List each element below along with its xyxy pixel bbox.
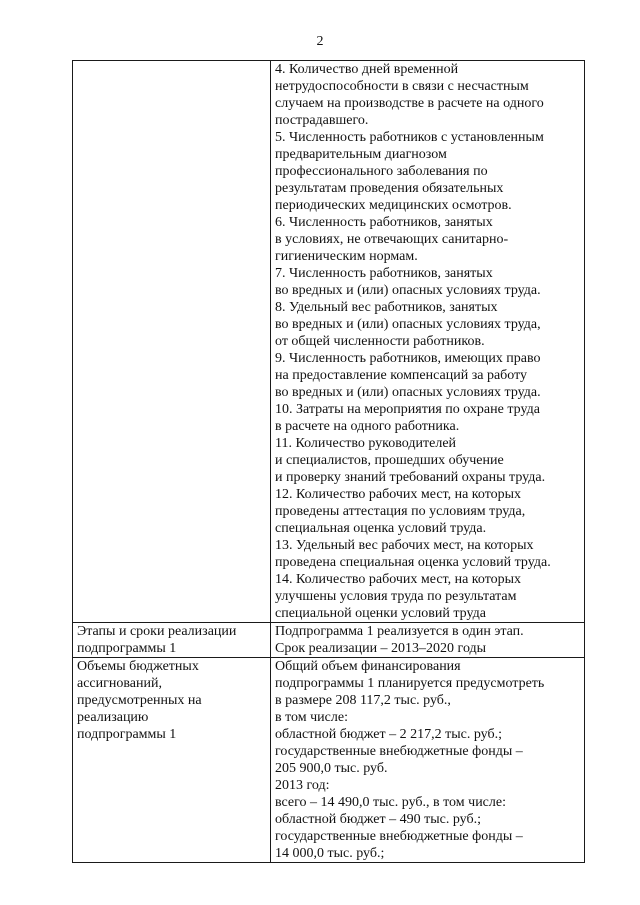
text-line: в том числе: (275, 710, 348, 725)
text-line: ассигнований, (77, 676, 162, 691)
text-line: всего – 14 490,0 тыс. руб., в том числе: (275, 795, 506, 810)
passport-table-body (73, 61, 585, 863)
text-line: и специалистов, прошедших обучение (275, 453, 504, 468)
text-line: 7. Численность работников, занятых (275, 266, 493, 281)
text-line: 2013 год: (275, 778, 330, 793)
row-label-cell (73, 658, 271, 863)
text-line: в расчете на одного работника. (275, 419, 460, 434)
text-line: пострадавшего. (275, 113, 369, 128)
text-line: специальная оценка условий труда. (275, 521, 487, 536)
text-line: Общий объем финансирования (275, 659, 461, 674)
text-line: реализацию (77, 710, 149, 725)
text-line: 13. Удельный вес рабочих мест, на которых (275, 538, 534, 553)
text-line: областной бюджет – 2 217,2 тыс. руб.; (275, 727, 502, 742)
text-line: Подпрограмма 1 реализуется в один этап. (275, 624, 524, 639)
text-line: 9. Численность работников, имеющих право (275, 351, 541, 366)
text-line: во вредных и (или) опасных условиях труда. (275, 385, 541, 400)
table-row (73, 623, 585, 658)
text-line: во вредных и (или) опасных условиях труда. (275, 283, 541, 298)
text-line: проведены аттестация по условиям труда, (275, 504, 526, 519)
text-line: предварительным диагнозом (275, 147, 447, 162)
text-line: 12. Количество рабочих мест, на которых (275, 487, 522, 502)
text-line: 8. Удельный вес работников, занятых (275, 300, 498, 315)
text-line: нетрудоспособности в связи с несчастным (275, 79, 529, 94)
text-line: 14 000,0 тыс. руб.; (275, 846, 385, 861)
text-line: государственные внебюджетные фонды – (275, 829, 523, 844)
text-line: 205 900,0 тыс. руб. (275, 761, 388, 776)
text-line: в условиях, не отвечающих санитарно- (275, 232, 509, 247)
row-label-cell (73, 623, 271, 658)
text-line: областной бюджет – 490 тыс. руб.; (275, 812, 481, 827)
text-line: 11. Количество руководителей (275, 436, 457, 451)
text-line: Срок реализации – 2013–2020 годы (275, 641, 487, 656)
text-line: 5. Численность работников с установленным (275, 130, 544, 145)
text-line: подпрограммы 1 (77, 727, 177, 742)
text-line: 10. Затраты на мероприятия по охране труда (275, 402, 540, 417)
text-line: и проверку знаний требований охраны труда. (275, 470, 546, 485)
page-number: 2 (316, 34, 324, 49)
text-line: предусмотренных на (77, 693, 202, 708)
text-line: на предоставление компенсаций за работу (275, 368, 528, 383)
text-line: 14. Количество рабочих мест, на которых (275, 572, 522, 587)
row-content-cell (271, 623, 585, 658)
text-line: подпрограммы 1 (77, 641, 177, 656)
text-line: Этапы и сроки реализации (77, 624, 237, 639)
text-line: в размере 208 117,2 тыс. руб., (275, 693, 451, 708)
passport-table (72, 60, 585, 863)
text-line: 6. Численность работников, занятых (275, 215, 493, 230)
row-content-cell (271, 61, 585, 623)
text-line: периодических медицинских осмотров. (275, 198, 512, 213)
text-line: Объемы бюджетных (77, 659, 199, 674)
table-row (73, 61, 585, 623)
text-line: улучшены условия труда по результатам (275, 589, 517, 604)
text-line: случаем на производстве в расчете на одного (275, 96, 544, 111)
text-line: результатам проведения обязательных (275, 181, 504, 196)
text-line: подпрограммы 1 планируется предусмотреть (275, 676, 545, 691)
row-content-cell (271, 658, 585, 863)
text-line: от общей численности работников. (275, 334, 485, 349)
row-label-cell (73, 61, 271, 623)
table-row (73, 658, 585, 863)
text-line: специальной оценки условий труда (275, 606, 486, 621)
text-line: гигиеническим нормам. (275, 249, 418, 264)
text-line: во вредных и (или) опасных условиях труда, (275, 317, 541, 332)
text-line: государственные внебюджетные фонды – (275, 744, 523, 759)
text-line: 4. Количество дней временной (275, 62, 459, 77)
text-line: профессионального заболевания по (275, 164, 488, 179)
text-line: проведена специальная оценка условий труда. (275, 555, 551, 570)
